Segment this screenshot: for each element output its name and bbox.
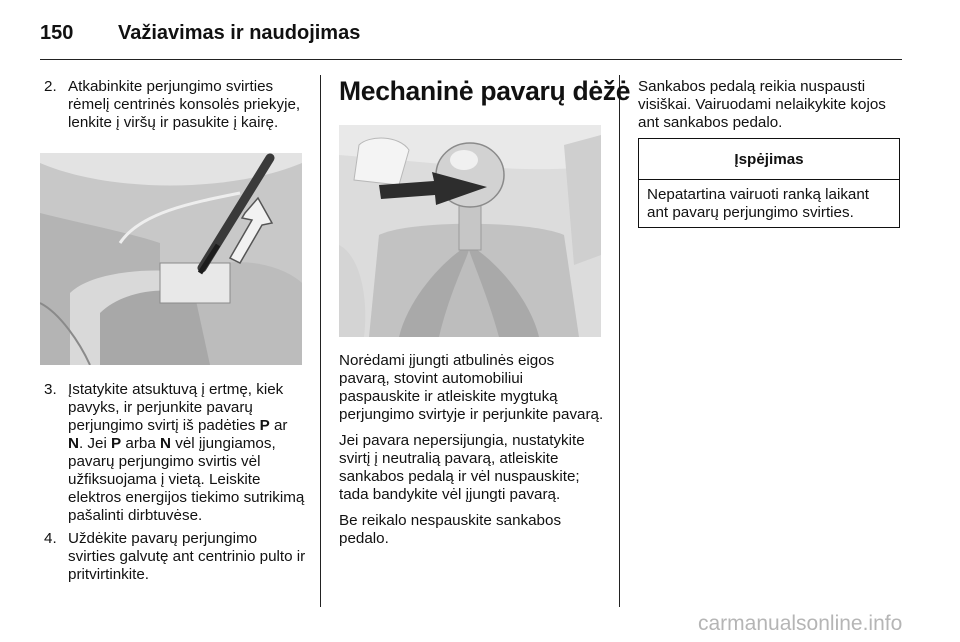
step-text-part: Įstatykite atsuktuvą į ertmę, kiek pavyks, ir perjunkite pavarų perjungimo svirtį iš padėties (68, 381, 284, 434)
gear-letter: P (111, 435, 122, 452)
step-2 (44, 78, 306, 132)
page-title: Važiavimas ir naudojimas (118, 21, 361, 44)
paragraph-reverse-gear: Norėdami įjungti atbulinės eigos pavarą, stovint automobiliui paspauskite ir atleiskite mygtuką perjungimo svirtyje ir perjunkite pavarą. (339, 352, 604, 423)
step-number: 3. (44, 381, 57, 398)
warning-text: Nepatartina vairuoti ranką laikant ant pavarų perjungimo svirties. (647, 186, 870, 221)
column-divider-left (320, 75, 321, 607)
column-divider-right (619, 75, 620, 607)
step-3 (44, 381, 306, 525)
console-frame-illustration (40, 153, 302, 365)
step-text-part: arba (121, 435, 161, 452)
step-text: Atkabinkite perjungimo svirties rėmelį centrinės konsolės priekyje, lenkite į viršų ir pasukite į kairę. (68, 78, 301, 131)
step-text-part: . Jei (78, 435, 112, 452)
header-rule (40, 59, 902, 60)
step-number: 4. (44, 530, 57, 547)
gear-letter: N (160, 435, 171, 452)
step-text: Uždėkite pavarų perjungimo svirties galvutę ant centrinio pulto ir pritvirtinkite. (68, 530, 306, 583)
page-header (40, 18, 360, 48)
section-title: Mechaninė pavarų dėžė (339, 76, 631, 106)
step-text-part: vėl įjungiamos, pavarų perjungimo svirtis vėl užfiksuojama į vietą. Leiskite elektros energijos tiekimo sutrikimą pašalinti dirbtuvėse. (68, 435, 305, 524)
step-text-part: ar (269, 417, 288, 434)
paragraph-gear-not-engaging: Jei pavara nepersijungia, nustatykite svirtį į neutralią pavarą, atleiskite sankabos pedalą ir vėl nuspauskite; tada bandykite vėl įjungti pavarą. (339, 432, 585, 503)
gear-lever-illustration (339, 125, 601, 337)
warning-box (638, 138, 900, 228)
paragraph-clutch-pedal: Sankabos pedalą reikia nuspausti visiškai. Vairuodami nelaikykite kojos ant sankabos pedalo. (638, 78, 886, 131)
step-number: 2. (44, 78, 57, 95)
watermark: carmanualsonline.info (698, 612, 903, 635)
right-body (638, 78, 906, 140)
middle-body (339, 352, 607, 556)
page-number: 150 (40, 21, 74, 44)
step-text (68, 381, 306, 525)
gear-letter: P (259, 417, 270, 434)
gear-letter: N (68, 435, 79, 452)
warning-title: Įspėjimas (639, 139, 899, 180)
step-4 (44, 530, 306, 584)
paragraph-clutch-use: Be reikalo nespauskite sankabos pedalo. (339, 512, 562, 547)
